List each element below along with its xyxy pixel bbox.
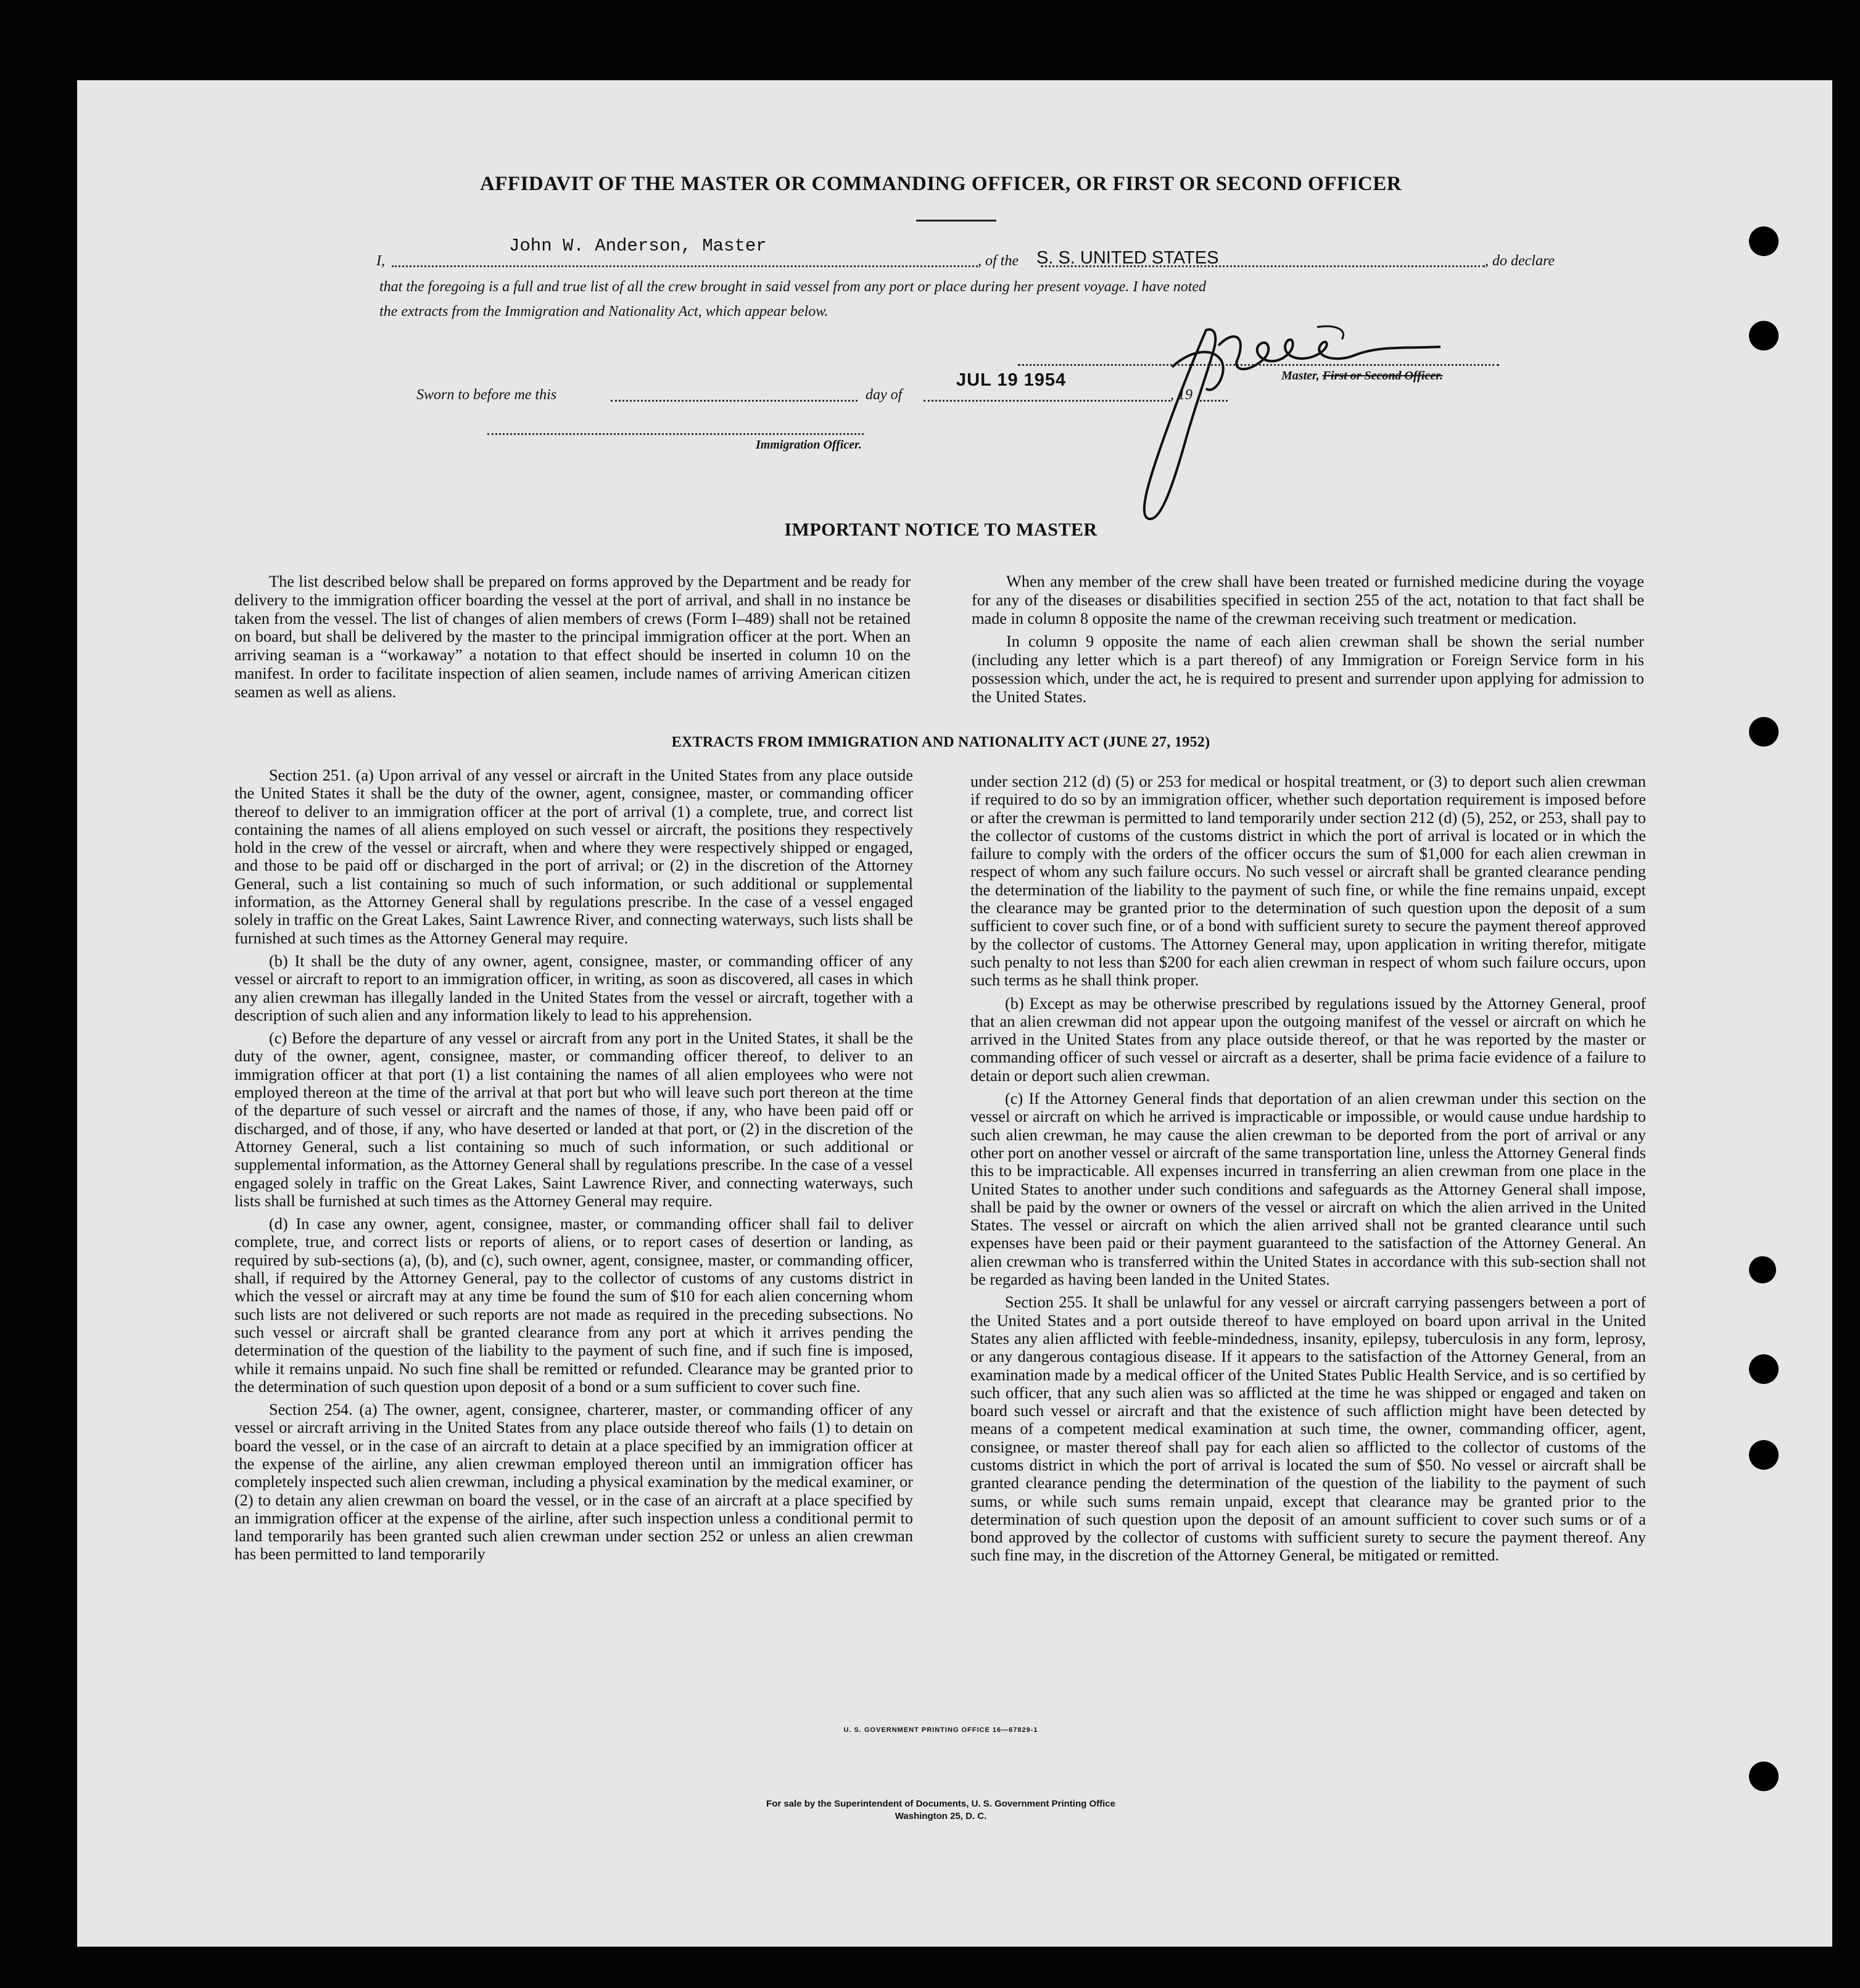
- section-255: Section 255. It shall be unlawful for any vessel or aircraft carrying passengers between a port of the United States and a port outside thereof to have employed on board upon arrival in the United States any alien afflicted with feeble-mindedness, insanity, epilepsy, tuberculosis in any form, leprosy, or any dangerous contagious disease. If it appears to the satisfaction of the Attorney General, from an examination made by a medical officer of the United States Public Health Service, and is so certified by such officer, that any such alien was so afflicted at the time he was shipped or engaged and taken on board such vessel or aircraft and that the existence of such affliction might have been detected by means of a competent medical examination at such time, the owner, commanding officer, agent, consignee, or master thereof shall pay for each alien so afflicted to the collector of customs of the customs district in which the port of arrival is located the sum of $50. No vessel or aircraft shall be granted clearance pending the determination of the question of the liability to the payment of such sums, or while such sums remain unpaid, except that clearance may be granted prior to the determination of such question upon the deposit of an amount sufficient to cover such sums or of a bond approved by the collector of customs with sufficient surety to secure the payment thereof. Any such fine may, in the discretion of the Attorney General, be mitigated or remitted.: [970, 1293, 1646, 1565]
- notice-right-column: [972, 573, 1644, 711]
- printing-office-line: U. S. GOVERNMENT PRINTING OFFICE 16—67829-1: [843, 1726, 1038, 1734]
- declaration-line-1: that the foregoing is a full and true list of all the crew brought in said vessel from any port or place during her present voyage. I have noted: [379, 279, 1207, 295]
- master-caption-prefix: Master,: [1281, 369, 1320, 383]
- do-declare-label: , do declare: [1485, 253, 1555, 269]
- master-caption: [1281, 369, 1443, 383]
- sworn-year-line: [1200, 400, 1228, 402]
- punch-hole: [1749, 226, 1779, 256]
- section-254-a: Section 254. (a) The owner, agent, consignee, charterer, master, or commanding officer of any vessel or aircraft arriving in the United States from any place outside thereof who fails (1) to detain on board the vessel, or in the case of an aircraft to detain at a place specified by an immigration officer at the expense of the airline, any alien crewman employed thereon until an immigration officer has completely inspected such alien crewman, including a physical examination by the medical examiner, or (2) to detain any alien crewman on board the vessel, or in the case of an aircraft at a place specified by an immigration officer at the expense of the airline, after such inspection unless a conditional permit to land temporarily has been granted such alien crewman under section 252 or unless an alien crewman has been permitted to land temporarily: [234, 1401, 913, 1563]
- master-signature: [1114, 302, 1508, 524]
- punch-hole: [1749, 1354, 1779, 1384]
- day-of-label: day of: [866, 387, 903, 403]
- immigration-officer-line: [487, 433, 864, 435]
- sworn-label: Sworn to before me this: [416, 387, 557, 403]
- punch-hole: [1749, 321, 1779, 350]
- of-the-label: , of the: [978, 253, 1019, 269]
- punch-hole: [1749, 1440, 1779, 1470]
- punch-hole: [1749, 1256, 1776, 1283]
- notice-left-paragraph: The list described below shall be prepared on forms approved by the Department and be ready for delivery to the immigration officer boarding the vessel at the port of arrival, and shall in no instance be taken from the vessel. The list of changes of alien members of crews (Form I–489) shall not be retained on board, but shall be delivered by the master to the principal immigration officer at the port. When an arriving seaman is a “workaway” a notation to that effect should be inserted in column 10 on the manifest. In order to facilitate inspection of alien seamen, include names of arriving American citizen seamen as well as aliens.: [234, 573, 911, 701]
- name-field-line: [392, 265, 978, 267]
- extracts-title: EXTRACTS FROM IMMIGRATION AND NATIONALITY ACT (JUNE 27, 1952): [671, 734, 1210, 750]
- extracts-left-column: [234, 766, 913, 1568]
- section-254-c: (c) If the Attorney General finds that deportation of an alien crewman under this section on the vessel or aircraft on which he arrived is impracticable or impossible, or would cause undue hardship to such alien crewman, he may cause the alien crewman to be deported from the port of arrival or any other port on another vessel or aircraft of the same transportation line, unless the Attorney General finds this to be impracticable. All expenses incurred in transferring an alien crewman from one place in the United States to another under such conditions and safeguards as the Attorney General shall impose, shall be paid by the owner or owners of the vessel or aircraft on which the alien arrived in the United States. The vessel or aircraft on which the alien arrived shall not be granted clearance until such expenses have been paid or their payment guaranteed to the satisfaction of the Attorney General. An alien crewman who is transferred within the United States in accordance with this sub-section shall not be regarded as having been landed in the United States.: [970, 1090, 1646, 1289]
- notice-right-paragraph-2: In column 9 opposite the name of each alien crewman shall be shown the serial number (including any letter which is a part thereof) of any Immigration or Foreign Service form in his possession which, under the act, he is required to present and surrender upon applying for admission to the United States.: [972, 632, 1644, 706]
- sale-line-1: For sale by the Superintendent of Documents, U. S. Government Printing Office: [766, 1799, 1115, 1809]
- immigration-officer-caption: Immigration Officer.: [756, 438, 862, 452]
- i-label: I,: [376, 253, 385, 269]
- affidavit-title: AFFIDAVIT OF THE MASTER OR COMMANDING OFFICER, OR FIRST OR SECOND OFFICER: [479, 173, 1402, 195]
- date-stamp: JUL 19 1954: [956, 370, 1067, 390]
- vessel-name-field: S. S. UNITED STATES: [1036, 248, 1219, 268]
- document-page: [77, 80, 1832, 1947]
- section-251-d: (d) In case any owner, agent, consignee, master, or commanding officer shall fail to deliver complete, true, and correct lists or reports of aliens, or to report cases of desertion or landing, as required by sub-sections (a), (b), and (c), such owner, agent, consignee, master, or commanding officer, shall, if required by the Attorney General, pay to the collector of customs of any customs district in which the vessel or aircraft may at any time be found the sum of $10 for each alien concerning whom such lists are not delivered or such reports are not made as required in the preceding subsections. No such vessel or aircraft shall be granted clearance from any port at which it arrives pending the determination of the question of the liability to the payment of such fine, and if such fine is imposed, while it remains unpaid. No such fine shall be remitted or refunded. Clearance may be granted prior to the determination of such question upon deposit of a bond or a sum sufficient to cover such fine.: [234, 1215, 913, 1396]
- title-divider: [916, 220, 996, 222]
- notice-right-paragraph-1: When any member of the crew shall have been treated or furnished medicine during the voyage for any of the diseases or disabilities specified in section 255 of the act, notation to that fact shall be made in column 8 opposite the name of the crewman receiving such treatment or medication.: [972, 573, 1644, 627]
- punch-hole: [1749, 1762, 1779, 1791]
- notice-title: IMPORTANT NOTICE TO MASTER: [784, 520, 1097, 540]
- section-254-b: (b) Except as may be otherwise prescribed by regulations issued by the Attorney General, proof that an alien crewman did not appear upon the outgoing manifest of the vessel or aircraft on which he arrived in the United States from any place outside thereof, or that he was reported by the master or commanding officer of such vessel or aircraft as a deserter, shall be prima facie evidence of a failure to detain or deport such alien crewman.: [970, 994, 1646, 1085]
- section-251-c: (c) Before the departure of any vessel or aircraft from any port in the United States, it shall be the duty of the owner, agent, consignee, master, or commanding officer thereof, to deliver to an immigration officer at that port (1) a list containing the names of all alien employees who were not employed thereon at the time of the arrival at that port but who will leave such port thereon at the time of the departure of such vessel or aircraft and the names of those, if any, who have been paid off or discharged, and of those, if any, who have deserted or landed at that port, or (2) in the discretion of the Attorney General, such a list containing so much of such information, or such additional or supplemental information, as the Attorney General shall by regulations prescribe. In the case of a vessel engaged solely in traffic on the Great Lakes, Saint Lawrence River, and connecting waterways, such lists shall be furnished at such times as the Attorney General may require.: [234, 1029, 913, 1210]
- sworn-month-line: [924, 400, 1170, 402]
- sworn-day-line: [611, 400, 858, 402]
- declaration-line-2: the extracts from the Immigration and Nationality Act, which appear below.: [379, 304, 829, 320]
- punch-hole: [1749, 717, 1779, 747]
- sale-line-2: Washington 25, D. C.: [895, 1811, 987, 1821]
- master-caption-struck: First or Second Officer.: [1322, 369, 1443, 383]
- extracts-right-column: [970, 772, 1646, 1570]
- master-name-field: John W. Anderson, Master: [509, 236, 767, 256]
- notice-left-column: [234, 573, 911, 706]
- section-251-a: Section 251. (a) Upon arrival of any vessel or aircraft in the United States from any place outside the United States it shall be the duty of the owner, agent, consignee, master, or commanding officer thereof to deliver to an immigration officer at the port of arrival (1) a complete, true, and correct list containing the names of all aliens employed on such vessel or aircraft, the positions they respectively hold in the crew of the vessel or aircraft, when and where they were respectively shipped or engaged, and those to be paid off or discharged in the port of arrival; or (2) in the discretion of the Attorney General, such a list containing so much of such information, or such additional or supplemental information, as the Attorney General shall by regulations prescribe. In the case of a vessel engaged solely in traffic on the Great Lakes, Saint Lawrence River, and connecting waterways, such lists shall be furnished at such times as the Attorney General may require.: [234, 766, 913, 947]
- year-prefix-label: , 19: [1170, 387, 1192, 403]
- section-254-a-continued: under section 212 (d) (5) or 253 for medical or hospital treatment, or (3) to deport such alien crewman if required to do so by an immigration officer, whether such deportation requirement is imposed before or after the crewman is permitted to land temporarily under section 212 (d) (5), 252, or 253, shall pay to the collector of customs of the customs district in which the port of arrival is located or in which the failure to comply with the orders of the officer occurs the sum of $1,000 for each alien crewman in respect of whom any such failure occurs. No such vessel or aircraft shall be granted clearance pending the determination of the liability to the payment of such fine, or while the fine remains unpaid, except the clearance may be granted prior to the determination of such question upon the deposit of a sum sufficient to cover such fine, or of a bond with sufficient surety to secure the payment thereof approved by the collector of customs. The Attorney General may, upon application in writing therefor, mitigate such penalty to not less than $200 for each alien crewman in respect of whom such failure occurs, upon such terms as he shall think proper.: [970, 772, 1646, 990]
- section-251-b: (b) It shall be the duty of any owner, agent, consignee, master, or commanding officer of any vessel or aircraft to report to an immigration officer, in writing, as soon as discovered, all cases in which any alien crewman has illegally landed in the United States from the vessel or aircraft, together with a description of such alien and any information likely to lead to his apprehension.: [234, 951, 913, 1024]
